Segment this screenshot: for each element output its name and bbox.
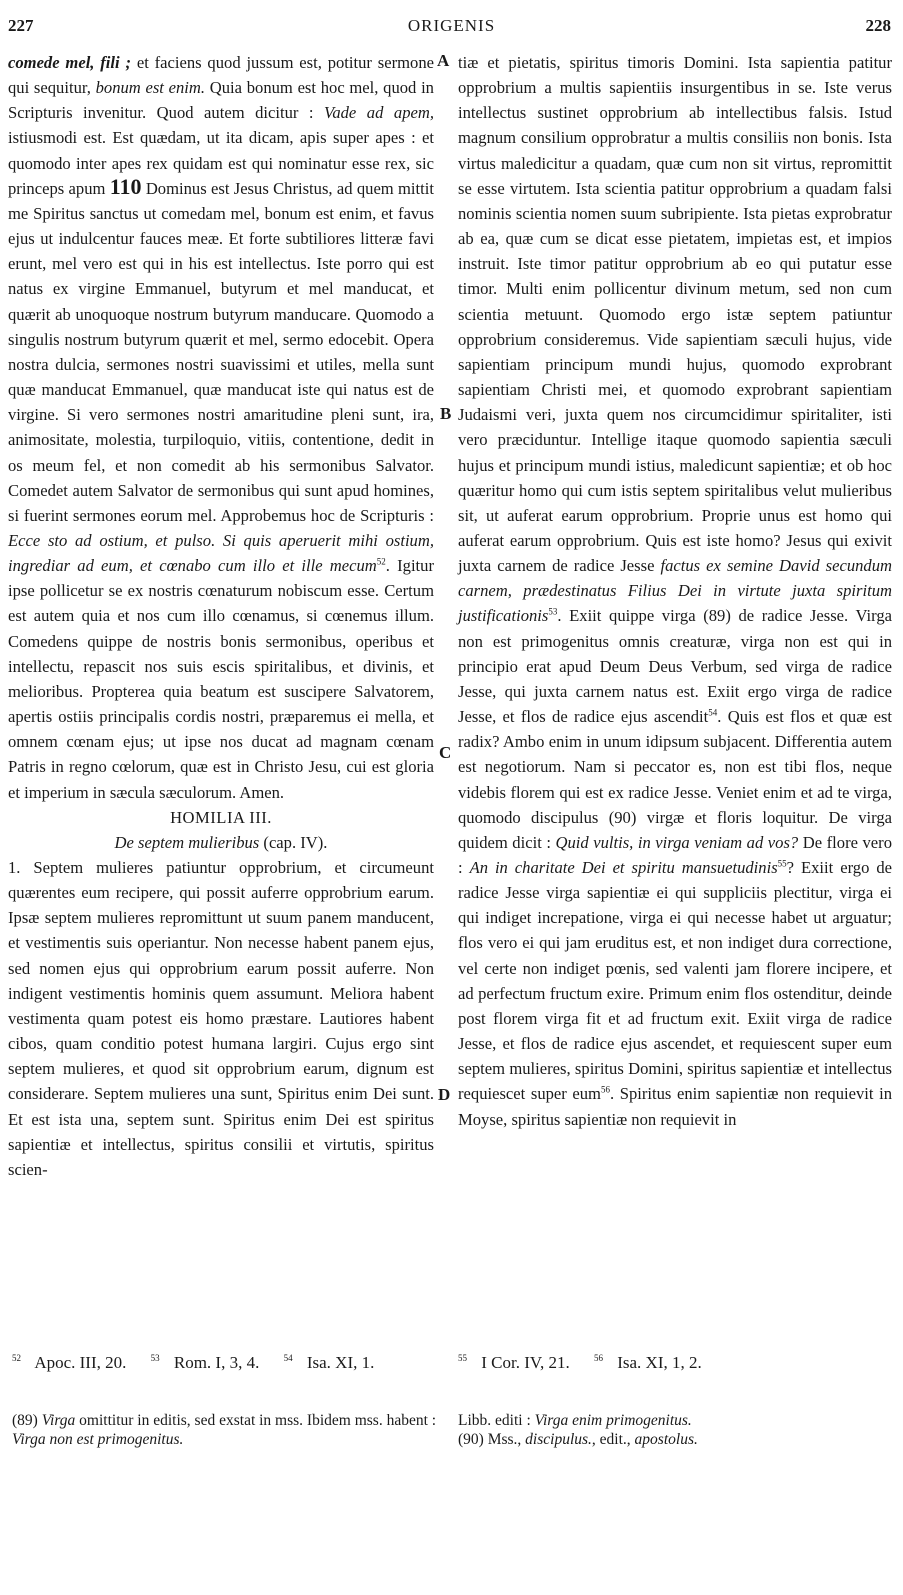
footnote: $^{54}$ Isa. XI, 1.	[283, 1353, 375, 1372]
left-column	[8, 50, 434, 1182]
homily-subtitle	[8, 830, 434, 855]
homily-subtitle-italic: De septem mulieribus	[114, 832, 260, 852]
page-number-left: 227	[8, 16, 34, 35]
footnote: $^{55}$ I Cor. IV, 21.	[458, 1353, 570, 1372]
footnote: $^{53}$ Rom. I, 3, 4.	[150, 1353, 260, 1372]
text-run: 55	[777, 858, 787, 869]
text-run: bonum est enim.	[95, 78, 206, 98]
text-run: 54	[708, 707, 718, 718]
page-number-right: 228	[865, 16, 891, 35]
text-run: Libb. editi :	[458, 1412, 535, 1429]
text-run: 53	[548, 606, 558, 617]
text-run: 56	[600, 1084, 610, 1095]
critical-note	[12, 1411, 442, 1449]
text-run: 1. Septem mulieres patiuntur opprobrium, et circumeunt quærentes eum recipere, qui possit auferre opprobrium earum. Ipsæ septem mulieres repromittunt ut suum panem manducent, et vestimentis suis operiantur. Non necesse habent panem ejus, sed nomen ejus qui opprobrium earum possit auferre. Non indigent vestimentis hominis quem assumunt. Meliora habent vestimenta quam potest eis homo præstare. Lautiores habent cibos, quam conditio potest humana largiri. Cujus ergo sint septem mulieres, et quod sit opprobrium earum, dignum est considerare. Septem mulieres una sunt, Spiritus enim Dei sunt. Et est ista una, septem sunt. Spiritus enim Dei est spiritus sapientiæ et intellectus, spiritus consilii et virtutis, spiritus scien-	[8, 858, 434, 1179]
critical-notes-left	[12, 1411, 442, 1449]
text-run: . Spiritus enim sapientiæ non requievit in Moyse, spiritus sapientiæ non requievit in	[458, 1084, 893, 1129]
margin-marker-b: B	[440, 404, 452, 423]
footnotes-left	[12, 1353, 442, 1373]
text-run: , edit.,	[591, 1431, 635, 1448]
footnote: $^{56}$ Isa. XI, 1, 2.	[593, 1353, 702, 1372]
left-paragraph-1	[8, 50, 434, 805]
page-header	[0, 16, 903, 42]
text-run: De flore vero :	[458, 832, 892, 877]
text-run: . Quis est flos et quæ est radix? Ambo enim in unum idipsum subjacent. Differentia autem est negotiorum. Nam si peccator es, non est tibi flos, neque videbis florem qui est ex radice Jesse. Veniet enim et ad te virga, quomodo discipulus (90) virgæ et floris loquitur. De virga quidem dicit :	[458, 707, 893, 852]
critical-note	[458, 1430, 888, 1449]
text-run: comede mel, fili ;	[8, 53, 131, 72]
text-run: Ecce sto ad ostium, et pulso. Si quis aperuerit mihi ostium, ingrediar ad eum, et cœnabo cum illo et ille mecum	[8, 530, 434, 576]
critical-notes-right	[458, 1411, 888, 1449]
critical-note	[458, 1411, 888, 1430]
text-run: discipulus.	[525, 1431, 592, 1448]
margin-marker-d: D	[438, 1085, 451, 1104]
text-run: . Igitur ipse pollicetur se ex nostris cœnaturum nobiscum esse. Certum est autem quia et nos cum illo cœnamus, si cœnemus illum. Comedens quippe de nostris bonis sermonibus, operibus et intellectu, repascit nos suis escis spiritalibus, et divinis, et melioribus. Propterea quia beatum est suscipere Salvatorem, apertis ostiis principalis cordis nostri, præparemus ei mella, et omnem cœnam ejus; ut ipse nos ducat ad magnam cœnam Patris in regno cœlorum, quæ est in Christo Jesu, cui est gloria et imperium in sæcula sæculorum. Amen.	[8, 556, 434, 802]
text-run: apostolus.	[634, 1431, 698, 1448]
right-paragraph-1	[458, 50, 892, 1132]
homily-subtitle-chapter: (cap. IV).	[259, 832, 328, 852]
margin-marker-c: C	[439, 743, 452, 762]
text-run: Vade ad apem,	[324, 103, 434, 123]
text-run: (89)	[12, 1412, 42, 1429]
text-run: Virga non est primogenitus.	[12, 1431, 184, 1448]
homily-title: HOMILIA III.	[170, 807, 272, 827]
text-run: An in charitate Dei et spiritu mansuetudinis	[469, 858, 778, 877]
footnotes-right	[458, 1353, 888, 1373]
text-run: ? Exiit ergo de radice Jesse virga sapientiæ ei qui suppliciis plectitur, virga ei qui indiget increpatione, virga ei qui necesse habet ut arguatur; flos vero ei qui jam eruditus est, et non indiget dura correctione, vel certe non indiget pœnis, sed valenti jam florere incipere, et ad perfectum fructum exire. Primum enim flos ostenditur, deinde post florem virga fit et ad fructum exit. Exiit virga de radice Jesse, et flos de radice ejus ascendet, et requiescent super eum septem mulieres, spiritus Domini, spiritus sapientiæ et intellectus requiescet super eum	[458, 858, 892, 1104]
text-run: istiusmodi est. Est quædam, ut ita dicam, apis super apes : et quomodo inter apes rex quidam est qui nominatur esse rex, sic princeps apum	[8, 128, 434, 198]
left-paragraph-2	[8, 855, 434, 1182]
column-number: 110	[109, 173, 142, 199]
text-run: tiæ et pietatis, spiritus timoris Domini. Ista sapientia patitur opprobrium a multis sapientiis insurgentibus in se. Iste verus intellectus sustinet opprobrium ab intellectibus falsis. Istud magnum consilium opprobratur a multis consiliis non bonis. Ista virtus maledicitur a quadam, quæ cum non sit virtus, repromittit se esse virtutem. Ista scientia patitur opprobrium a quadam falsi nominis scientia nomen suum subripiente. Ista pietas exprobratur ab ea, quæ cum se dicat esse pietatem, impietas est, et impios instruit. Iste timor patitur opprobrium ab eo qui putatur esse timor. Multi enim pollicentur divinum metum, sed non cum scientia metuunt. Quomodo ergo istæ septem patiuntur opprobrium consideremus. Vide sapientiam sæculi hujus, vide sapientiam principum mundi hujus, quomodo exprobrant sapientiam Christi mei, et quomodo exprobrant sapientiam Judaismi veri, juxta quem nos circumcidimur spiritaliter, isti vero præciduntur. Intellige itaque quomodo sapientia sæculi hujus et principum mundi istius, maledicunt sapientiæ; et ob hoc quæritur homo qui cum istis septem spiritalibus velut mulieribus sit, ut auferat earum opprobrium. Proprie unus est homo qui auferat earum opprobrium. Quis est iste homo? Jesus qui exivit juxta carnem de radice Jesse	[458, 53, 892, 576]
running-title: ORIGENIS	[407, 16, 496, 35]
right-column	[458, 50, 892, 1132]
text-run: Virga enim primogenitus.	[534, 1412, 692, 1429]
text-run: Quid vultis, in virga veniam ad vos?	[555, 832, 799, 852]
text-run: omittitur in editis, sed exstat in mss. Ibidem mss. habent :	[75, 1412, 437, 1429]
text-run: factus ex semine David secundum carnem, prædestinatus Filius Dei in virtute juxta spiritum justificationis	[458, 556, 893, 626]
text-run: Dominus est Jesus Christus, ad quem mittit me Spiritus sanctus ut comedam mel, bonum est enim, et favus ejus ut indulcentur fauces meæ. Et forte subtiliores litteræ favi erunt, mel vero est qui in his est intellectus. Iste porro qui est natus ex virgine Emmanuel, butyrum et mel manducat, et quærit ab unoquoque nostrum butyrum manducare. Quomodo a singulis nostrum butyrum quærit et mel, sermo edocebit. Opera nostra dulcia, sermones nostri suavissimi et utiles, mella sunt quæ manducat Emmanuel, quæ manducat iste qui natus est de virgine. Si vero sermones nostri amaritudine pleni sunt, ira, animositate, molestia, turpiloquio, vitiis, contentione, dedit in os meum fel, et non comedit ab his sermonibus Salvator. Comedet autem Salvator de sermonibus qui sunt apud homines, si fuerint sermones eorum mel. Approbemus hoc de Scripturis :	[8, 178, 434, 525]
text-run: et faciens quod jussum est, potitur sermone qui sequitur,	[8, 53, 434, 98]
text-run: (90) Mss.,	[458, 1431, 526, 1448]
text-run: Quia bonum est hoc mel, quod in Scripturis invenitur. Quod autem dicitur :	[8, 78, 434, 123]
footnote: $^{52}$ Apoc. III, 20.	[12, 1353, 127, 1372]
text-run: Virga	[41, 1412, 76, 1429]
margin-marker-a: A	[437, 51, 450, 70]
text-run: . Exiit quippe virga (89) de radice Jesse. Virga non est primogenitus omnis creaturæ, virga non est qui in principio erat apud Deum Deus Verbum, sed virga de radice Jesse, qui juxta carnem natus est. Exiit ergo virga de radice Jesse, et flos de radice ejus ascendit	[458, 606, 892, 727]
text-run: 52	[376, 556, 386, 567]
